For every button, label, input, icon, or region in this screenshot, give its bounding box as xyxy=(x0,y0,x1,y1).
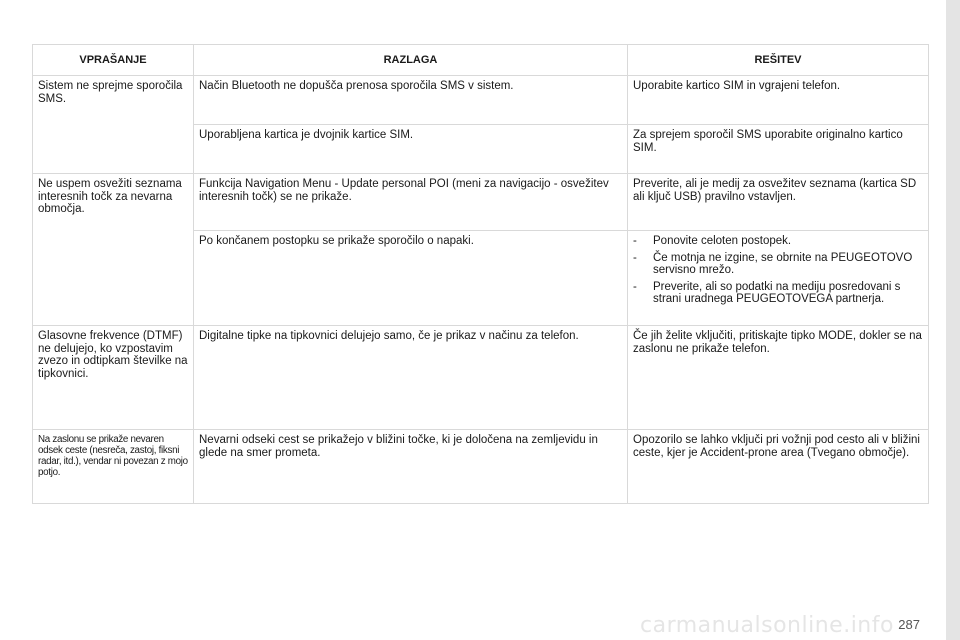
question-cell: Sistem ne sprejme sporočila SMS. xyxy=(33,76,194,174)
header-explanation: RAZLAGA xyxy=(194,45,628,76)
question-cell: Na zaslonu se prikaže nevaren odsek ceste (nesreča, zastoj, fiksni radar, itd.), vendar ni povezan z mojo potjo. xyxy=(33,430,194,504)
table-row xyxy=(33,76,929,125)
explanation-cell: Nevarni odseki cest se prikažejo v bližini točke, ki je določena na zemljevidu in glede na smer prometa. xyxy=(194,430,628,504)
table-row xyxy=(33,174,929,231)
solution-list xyxy=(633,235,923,306)
explanation-cell: Funkcija Navigation Menu - Update personal POI (meni za navigacijo - osvežitev interesnih točk) se ne prikaže. xyxy=(194,174,628,231)
solution-cell: Uporabite kartico SIM in vgrajeni telefon. xyxy=(628,76,929,125)
solution-cell: Opozorilo se lahko vključi pri vožnji pod cesto ali v bližini ceste, kjer je Accident-prone area (Tvegano območje). xyxy=(628,430,929,504)
solution-cell xyxy=(628,231,929,326)
explanation-cell: Način Bluetooth ne dopušča prenosa sporočila SMS v sistem. xyxy=(194,76,628,125)
list-item-text: Ponovite celoten postopek. xyxy=(653,235,792,247)
explanation-cell: Digitalne tipke na tipkovnici delujejo samo, če je prikaz v načinu za telefon. xyxy=(194,326,628,430)
troubleshooting-table xyxy=(32,44,929,504)
list-dash: - xyxy=(633,235,637,247)
solution-cell: Če jih želite vključiti, pritiskajte tipko MODE, dokler se na zaslonu ne prikaže telefon. xyxy=(628,326,929,430)
list-item xyxy=(633,281,923,306)
explanation-cell: Po končanem postopku se prikaže sporočilo o napaki. xyxy=(194,231,628,326)
list-item-text: Če motnja ne izgine, se obrnite na PEUGEOTOVO servisno mrežo. xyxy=(653,251,913,276)
solution-cell: Preverite, ali je medij za osvežitev seznama (kartica SD ali ključ USB) pravilno vstavljen. xyxy=(628,174,929,231)
list-item xyxy=(633,252,923,277)
page-edge-bar xyxy=(946,0,960,640)
page-number: 287 xyxy=(898,617,920,632)
watermark-text: carmanualsonline.info xyxy=(640,613,894,638)
question-cell: Ne uspem osvežiti seznama interesnih točk za nevarna območja. xyxy=(33,174,194,326)
list-dash: - xyxy=(633,280,637,293)
list-item-text: Preverite, ali so podatki na mediju posredovani s strani uradnega PEUGEOTOVEGA partnerja. xyxy=(653,280,901,305)
list-dash: - xyxy=(633,251,637,264)
table-row xyxy=(33,430,929,504)
header-solution: REŠITEV xyxy=(628,45,929,76)
solution-cell: Za sprejem sporočil SMS uporabite originalno kartico SIM. xyxy=(628,125,929,174)
table-row xyxy=(33,326,929,430)
explanation-cell: Uporabljena kartica je dvojnik kartice SIM. xyxy=(194,125,628,174)
list-item xyxy=(633,235,923,248)
question-cell: Glasovne frekvence (DTMF) ne delujejo, ko vzpostavim zvezo in odtipkam številke na tipkovnici. xyxy=(33,326,194,430)
header-question: VPRAŠANJE xyxy=(33,45,194,76)
table-header-row xyxy=(33,45,929,76)
